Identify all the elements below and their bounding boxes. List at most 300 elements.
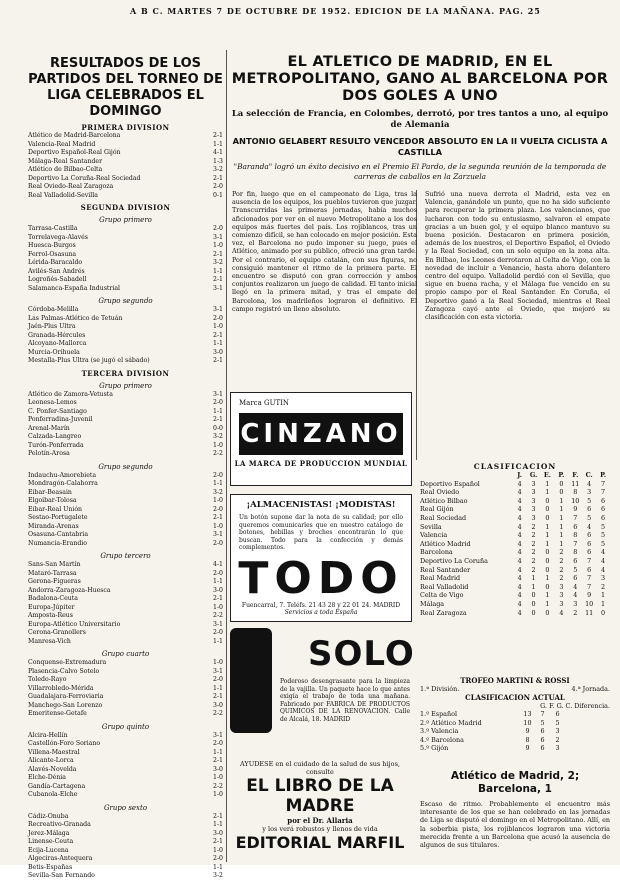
stat-cell: 3	[573, 599, 578, 608]
match-teams: Huesca-Burgos	[28, 242, 76, 249]
match-score: 3-1	[213, 306, 223, 313]
team-name: 4.º Barcelona	[420, 735, 464, 744]
trofeo-row	[420, 710, 610, 719]
stat-cell: 3	[555, 727, 560, 736]
trofeo-title: TROFEO MARTINI & ROSSI	[460, 676, 570, 685]
result-row	[28, 183, 223, 192]
result-row	[28, 791, 223, 800]
match-teams: Andorra-Zaragoza-Huesca	[28, 586, 111, 594]
stat-cell: 6	[540, 744, 545, 753]
result-row	[28, 132, 223, 141]
result-row	[28, 166, 223, 175]
division-heading: PRIMERA DIVISION	[81, 123, 170, 132]
result-row	[28, 497, 223, 506]
match-score: 1-1	[213, 267, 223, 275]
match-teams: Córdoba-Melilla	[28, 306, 79, 313]
match-teams: Betis-Españas	[28, 863, 73, 871]
table-row	[420, 531, 610, 540]
stat-cell: 5	[601, 522, 606, 531]
deck-racing: "Baranda" logró un éxito decisivo en el Premio El Pardo, de la segunda reunión de la temporada de carreras de caballos en la Zarzuela	[233, 162, 607, 181]
column-header: F.	[572, 471, 579, 479]
stat-cell: 1	[559, 539, 564, 548]
column-header: P.	[600, 471, 607, 479]
result-row	[28, 531, 223, 540]
team-name: Real Madrid	[420, 574, 461, 583]
stat-cell: 1	[601, 599, 606, 608]
result-row	[28, 332, 223, 341]
stat-cell: 7	[601, 479, 606, 488]
stat-cell: 4	[517, 513, 522, 522]
match-teams: Murcia-Orihuela	[28, 348, 80, 356]
stat-cell: 4	[517, 531, 522, 540]
stat-cell: 3	[587, 488, 592, 497]
team-name: Real Sociedad	[420, 513, 467, 522]
stat-cell: 1	[545, 539, 550, 548]
team-name: Málaga	[420, 599, 445, 608]
solo-package-image	[230, 628, 272, 733]
madre-publisher: EDITORIAL MARFIL	[235, 833, 405, 852]
column-divider	[226, 50, 227, 862]
stat-cell: 5	[601, 539, 606, 548]
match-teams: Alcira-Hellín	[28, 731, 68, 739]
stat-cell: 4	[517, 582, 522, 591]
stat-cell: 6	[573, 522, 578, 531]
main-headline: EL ATLETICO DE MADRID, EN EL METROPOLITANO, GANO AL BARCELONA POR DOS GOLES A UNO	[231, 54, 609, 104]
stat-cell: 1	[545, 591, 550, 600]
stat-cell: 9	[525, 727, 530, 736]
table-row	[420, 566, 610, 575]
cinzano-brand: Marca GUTIN	[239, 399, 290, 407]
result-row	[28, 225, 223, 234]
match-teams: Castellón-Foro Soriano	[28, 740, 101, 747]
trofeo-row	[420, 744, 610, 753]
result-row	[28, 749, 223, 758]
match-teams: Sans-San Martín	[28, 561, 81, 568]
trofeo-jornada: 4.ª Jornada.	[571, 685, 610, 693]
result-row	[28, 872, 223, 881]
stat-cell: 5	[555, 718, 560, 727]
todo-note: Servicios a toda España	[284, 609, 358, 616]
match-score: 2-1	[213, 693, 223, 700]
match-teams: Atlético de Bilbao-Celta	[28, 166, 103, 173]
match-teams: Cerona-Granollers	[28, 629, 86, 636]
stat-cell: 4	[517, 479, 522, 488]
stat-cell: 0	[559, 479, 564, 488]
match-teams: Valencia-Real Madrid	[28, 140, 96, 148]
madre-intro: AYUDESE en el cuidado de la salud de sus hijos, consulte	[240, 760, 400, 776]
stat-cell: 7	[573, 513, 578, 522]
stat-cell: 0	[545, 513, 550, 522]
result-row	[28, 783, 223, 792]
results-column	[28, 56, 223, 879]
trofeo-cols	[420, 702, 610, 710]
result-row	[28, 540, 223, 549]
match-teams: Miranda-Arenas	[28, 522, 79, 530]
stat-cell: 4	[517, 599, 522, 608]
match-score: 3-2	[213, 872, 223, 879]
stat-cell: 4	[559, 608, 564, 617]
result-row	[28, 638, 223, 647]
match-score: 2-1	[213, 174, 223, 182]
match-score: 3-0	[213, 765, 223, 773]
cinzano-ad	[230, 392, 412, 486]
team-name: 3.º Valencia	[420, 727, 459, 736]
result-row	[28, 450, 223, 459]
table-row	[420, 505, 610, 514]
results-title: RESULTADOS DE LOS PARTIDOS DEL TORNEO DE LIGA CELEBRADOS EL DOMINGO	[28, 56, 223, 119]
match-score: 1-1	[213, 748, 223, 756]
division-heading: SEGUNDA DIVISION	[80, 203, 171, 212]
result-row	[28, 433, 223, 442]
team-name: 2.º Atlético Madrid	[420, 718, 482, 727]
match-score: 3-0	[213, 701, 223, 709]
result-row	[28, 659, 223, 668]
result-row	[28, 175, 223, 184]
team-name: Deportivo Español	[420, 479, 480, 488]
match-teams: Eibar-Real Unión	[28, 505, 83, 513]
team-name: Atlético Madrid	[420, 539, 471, 548]
result-row	[28, 416, 223, 425]
stat-cell: 6	[555, 710, 560, 718]
match-score: 2-0	[213, 505, 223, 513]
result-row	[28, 570, 223, 579]
result-row	[28, 821, 223, 830]
table-row	[420, 574, 610, 583]
match-teams: Ferrol-Osasuna	[28, 250, 77, 258]
result-row	[28, 766, 223, 775]
stat-cell: 8	[573, 548, 578, 557]
stat-cell: 2	[601, 582, 606, 591]
main-story	[230, 54, 610, 182]
stat-cell: 2	[573, 608, 578, 617]
stat-cell: 1	[559, 531, 564, 540]
team-name: Sevilla	[420, 522, 442, 531]
stat-cell: 6	[587, 548, 592, 557]
result-row	[28, 595, 223, 604]
result-row	[28, 514, 223, 523]
stat-cell: 3	[559, 582, 564, 591]
match-teams: Deportivo Español-Real Gijón	[28, 149, 121, 156]
column-header: P.	[558, 471, 565, 479]
result-row	[28, 847, 223, 856]
match-score: 3-1	[213, 620, 223, 628]
match-teams: Conquense-Extremadura	[28, 659, 107, 666]
team-name: Celta de Vigo	[420, 591, 464, 600]
madre-line: y los verá robustos y llenos de vida	[262, 825, 378, 833]
match-teams: Ponferradina-Juvenil	[28, 416, 93, 423]
result-row	[28, 472, 223, 481]
result-row	[28, 864, 223, 873]
match-teams: Toledo-Rayo	[28, 676, 67, 683]
match-teams: Europa-Júpiter	[28, 603, 75, 611]
stat-cell: 1	[559, 505, 564, 514]
stat-cell: 8	[525, 735, 530, 744]
stat-cell: 2	[559, 574, 564, 583]
match-teams: Villarrobledo-Mérida	[28, 684, 94, 692]
trofeo-row	[420, 727, 610, 736]
trofeo-rows	[420, 710, 610, 753]
stat-cell: 3	[559, 599, 564, 608]
match-score: 2-2	[213, 612, 223, 619]
stat-cell: 4	[601, 556, 606, 565]
todo-headline: ¡ALMACENISTAS! ¡MODISTAS!	[246, 500, 396, 510]
team-name: Real Santander	[420, 565, 471, 574]
result-row	[28, 604, 223, 613]
match-teams: Manresa-Vich	[28, 637, 71, 645]
team-name: Atlético Bilbao	[420, 496, 468, 505]
table-row	[420, 488, 610, 497]
match-score: 1-1	[213, 480, 223, 487]
match-score: 1-0	[213, 774, 223, 781]
match-score: 3-1	[213, 233, 223, 241]
stat-cell: 5	[540, 718, 545, 727]
stat-cell: 4	[587, 479, 592, 488]
result-row	[28, 668, 223, 677]
column-header: G.	[529, 471, 538, 479]
match-score: 1-0	[213, 522, 223, 530]
match-teams: Real Valladolid-Sevilla	[28, 191, 98, 199]
stat-cell: 2	[559, 556, 564, 565]
stat-cell: 6	[601, 496, 606, 505]
result-row	[28, 685, 223, 694]
stat-cell: 6	[601, 505, 606, 514]
stat-cell: 4	[587, 522, 592, 531]
match-score: 4-1	[213, 561, 223, 568]
division-heading: TERCERA DIVISION	[81, 368, 170, 378]
match-score: 2-0	[213, 539, 223, 547]
stat-cell: 2	[559, 548, 564, 557]
stat-cell: 10	[523, 718, 532, 727]
match-teams: Jerez-Málaga	[28, 829, 70, 837]
group-heading: Grupo sexto	[103, 803, 148, 812]
result-row	[28, 757, 223, 766]
match-teams: Amposta-Reus	[28, 612, 73, 619]
match-score: 2-0	[213, 399, 223, 406]
match-teams: Gerona-Figueras	[28, 578, 81, 585]
match-score: 3-1	[213, 390, 223, 398]
match-score: 2-0	[213, 740, 223, 747]
stat-cell: 2	[559, 565, 564, 574]
match-body: Escaso de ritmo. Probablemente el encuentro más interesante de los que se han celebrado en las jornadas de Liga se disputó el domingo en el Metropolitano. Allí, en la soberbia pista, los rojiblancos lograron una victoria merecida frente a un Barcelona que acusó la ausencia de algunos de sus titulares.	[420, 800, 610, 850]
group-heading: Grupo segundo	[98, 462, 153, 471]
column-header: C.	[585, 471, 593, 479]
match-score: 3-0	[213, 829, 223, 837]
match-teams: Alicante-Lorca	[28, 757, 74, 764]
result-row	[28, 259, 223, 268]
match-teams: Real Oviedo-Real Zaragoza	[28, 183, 114, 190]
stat-cell: 4	[517, 565, 522, 574]
stat-cell: 4	[517, 496, 522, 505]
result-row	[28, 702, 223, 711]
stat-cell: 1	[559, 522, 564, 531]
stat-cell: 1	[545, 599, 550, 608]
match-teams: Alavés-Novelda	[28, 765, 77, 773]
match-score: 2-2	[213, 450, 223, 457]
match-teams: Mondragón-Calahorra	[28, 480, 98, 487]
stat-cell: 6	[573, 556, 578, 565]
stat-cell: 0	[545, 548, 550, 557]
trofeo-division: 1.ª División.	[420, 685, 460, 693]
match-score: 2-1	[213, 838, 223, 845]
stat-cell: 9	[587, 591, 592, 600]
result-row	[28, 357, 223, 366]
result-row	[28, 251, 223, 260]
match-score: 3-0	[213, 586, 223, 594]
stat-cell: 0	[601, 608, 606, 617]
classification-header	[420, 471, 610, 480]
result-row	[28, 693, 223, 702]
match-teams: Recreativo-Granada	[28, 821, 91, 828]
match-score: 1-1	[213, 407, 223, 415]
stat-cell: 11	[571, 479, 580, 488]
stat-cell: 6	[601, 513, 606, 522]
match-score: 2-1	[213, 132, 223, 139]
libro-madre-ad	[230, 760, 410, 853]
stat-cell: 4	[573, 591, 578, 600]
match-teams: Atlético de Zamora-Vetusta	[28, 390, 113, 398]
solo-copy: Poderoso desengrasante para la limpieza de la vajilla. Un paquete hace lo que antes exigía el trabajo de toda una mañana. Fabricado por FABRICA DE PRODUCTOS QUIMICOS DE LA RENOVACION. Calle de Alcalá, 18. MADRID	[280, 678, 410, 723]
trofeo-row	[420, 736, 610, 745]
match-teams: Turón-Ponferrada	[28, 441, 84, 449]
group-heading: Grupo primero	[99, 381, 152, 390]
match-teams: Leonesa-Lemos	[28, 399, 77, 406]
match-teams: Mataró-Tarrasa	[28, 569, 77, 577]
table-row	[420, 540, 610, 549]
match-teams: Gandía-Cartagena	[28, 782, 86, 790]
result-row	[28, 340, 223, 349]
table-row	[420, 480, 610, 489]
stat-cell: 0	[545, 505, 550, 514]
match-teams: Pelotín-Arosa	[28, 450, 70, 457]
stat-cell: 1	[531, 574, 536, 583]
table-row	[420, 583, 610, 592]
table-row	[420, 523, 610, 532]
match-teams: Lérida-Baracaldo	[28, 259, 83, 266]
stat-cell: 6	[540, 735, 545, 744]
result-row	[28, 349, 223, 358]
madre-author: por el Dr. Allaria	[287, 816, 353, 825]
stat-cell: 3	[559, 591, 564, 600]
team-name: Valencia	[420, 531, 448, 540]
result-row	[28, 408, 223, 417]
trofeo-box	[420, 676, 610, 753]
stat-cell: 0	[545, 556, 550, 565]
match-teams: Eibar-Beasain	[28, 488, 72, 496]
stat-cell: 7	[601, 488, 606, 497]
table-row	[420, 609, 610, 618]
stat-cell: 4	[601, 565, 606, 574]
match-teams: Granada-Hércules	[28, 331, 86, 339]
stat-cell: 6	[587, 539, 592, 548]
match-score: 3-2	[213, 433, 223, 440]
match-score: 2-0	[213, 471, 223, 479]
stat-cell: 7	[587, 574, 592, 583]
match-teams: Torrelavega-Alavés	[28, 233, 88, 241]
result-row	[28, 830, 223, 839]
result-row	[28, 740, 223, 749]
match-teams: Jaén-Plus Ultra	[28, 323, 76, 330]
match-teams: Indauchu-Amorebieta	[28, 471, 97, 479]
team-name: 5.º Gijón	[420, 744, 449, 753]
stat-cell: 3	[531, 479, 536, 488]
match-score: 3-1	[213, 284, 223, 292]
match-score: 4-1	[213, 149, 223, 156]
stat-cell: 13	[523, 710, 532, 718]
result-row	[28, 523, 223, 532]
stat-cell: 0	[531, 591, 536, 600]
trofeo-col-labels: G. F. G. C. Diferencia.	[540, 702, 610, 710]
trofeo-division-line	[420, 685, 610, 693]
stat-cell: 3	[531, 488, 536, 497]
table-row	[420, 557, 610, 566]
stat-cell: 4	[517, 591, 522, 600]
match-score: 2-0	[213, 676, 223, 683]
stat-cell: 0	[531, 608, 536, 617]
match-teams: Sestao-Portugalete	[28, 514, 88, 521]
column-header: E.	[543, 471, 551, 479]
result-row	[28, 838, 223, 847]
stat-cell: 2	[531, 556, 536, 565]
match-teams: Mestalla-Plus Ultra (se jugó el sábado)	[28, 357, 150, 364]
match-score: 2-1	[213, 331, 223, 339]
match-score: 2-1	[213, 757, 223, 764]
stat-cell: 7	[573, 539, 578, 548]
match-teams: Las Palmas-Atlético de Tetuán	[28, 314, 123, 322]
match-score: 1-0	[213, 603, 223, 611]
article-column-3: Sufrió una nueva derrota el Madrid, esta vez en Valencia, ganándole un punto, que no ha sido suficiente para recuperar la primera plaza. Los valencianos, que lucharon con todo su entusiasmo, salvaron el empate gracias a un buen gol, y el equipo blanco mantuvo su buena posición. Destacaron en primera posición, además de los nuestros, el Deportivo Español, el Oviedo y la Real Sociedad, con un solo equipo en la zona alta. En Bilbao, los Leones derrotaron al Celta de Vigo, con la novedad de incluir a Venancio, hasta ahora delantero centro del equipo. Valladolid perdió con el Sevilla, que sigue en buena racha, y el Málaga fue vencido en su propio campo por el Real Santander. En Coruña, el Deportivo ganó a la Real Sociedad, mientras el Real Zaragoza cayó ante el Oviedo, que mejoró su clasificación con esta victoria.	[425, 190, 610, 322]
classification-title: CLASIFICACION	[473, 462, 557, 471]
match-score: 2-1	[213, 357, 223, 364]
match-score: 3-1	[213, 731, 223, 739]
match-score: 1-0	[213, 497, 223, 504]
team-name: Barcelona	[420, 548, 453, 557]
stat-cell: 4	[517, 505, 522, 514]
match-score: 0-0	[213, 424, 223, 432]
group-heading: Grupo tercero	[100, 552, 151, 560]
match-teams: Europa-Atlético Universitario	[28, 620, 121, 628]
team-name: Real Valladolid	[420, 582, 469, 591]
column-header: J.	[517, 471, 523, 479]
match-score: 2-0	[213, 183, 223, 190]
stat-cell: 5	[601, 531, 606, 540]
result-row	[28, 276, 223, 285]
match-score: 2-1	[213, 276, 223, 283]
match-teams: Osasuna-Cantabria	[28, 531, 89, 538]
match-score: 0-1	[213, 191, 223, 199]
result-row	[28, 323, 223, 332]
stat-cell: 8	[573, 488, 578, 497]
table-row	[420, 497, 610, 506]
result-row	[28, 774, 223, 783]
stat-cell: 4	[601, 548, 606, 557]
stat-cell: 3	[531, 496, 536, 505]
stat-cell: 8	[573, 531, 578, 540]
stat-cell: 4	[517, 574, 522, 583]
match-teams: Guadalajara-Ferroviaria	[28, 693, 104, 700]
stat-cell: 2	[531, 531, 536, 540]
match-score: 2-1	[213, 514, 223, 521]
result-row	[28, 425, 223, 434]
match-score: 1-0	[213, 846, 223, 854]
classification-table	[420, 462, 610, 617]
result-row	[28, 306, 223, 315]
result-row	[28, 561, 223, 570]
group-heading: Grupo segundo	[98, 297, 153, 305]
solo-ad	[230, 628, 415, 758]
group-heading: Grupo primero	[99, 216, 152, 224]
stat-cell: 1	[545, 522, 550, 531]
match-score: 1-1	[213, 140, 223, 148]
